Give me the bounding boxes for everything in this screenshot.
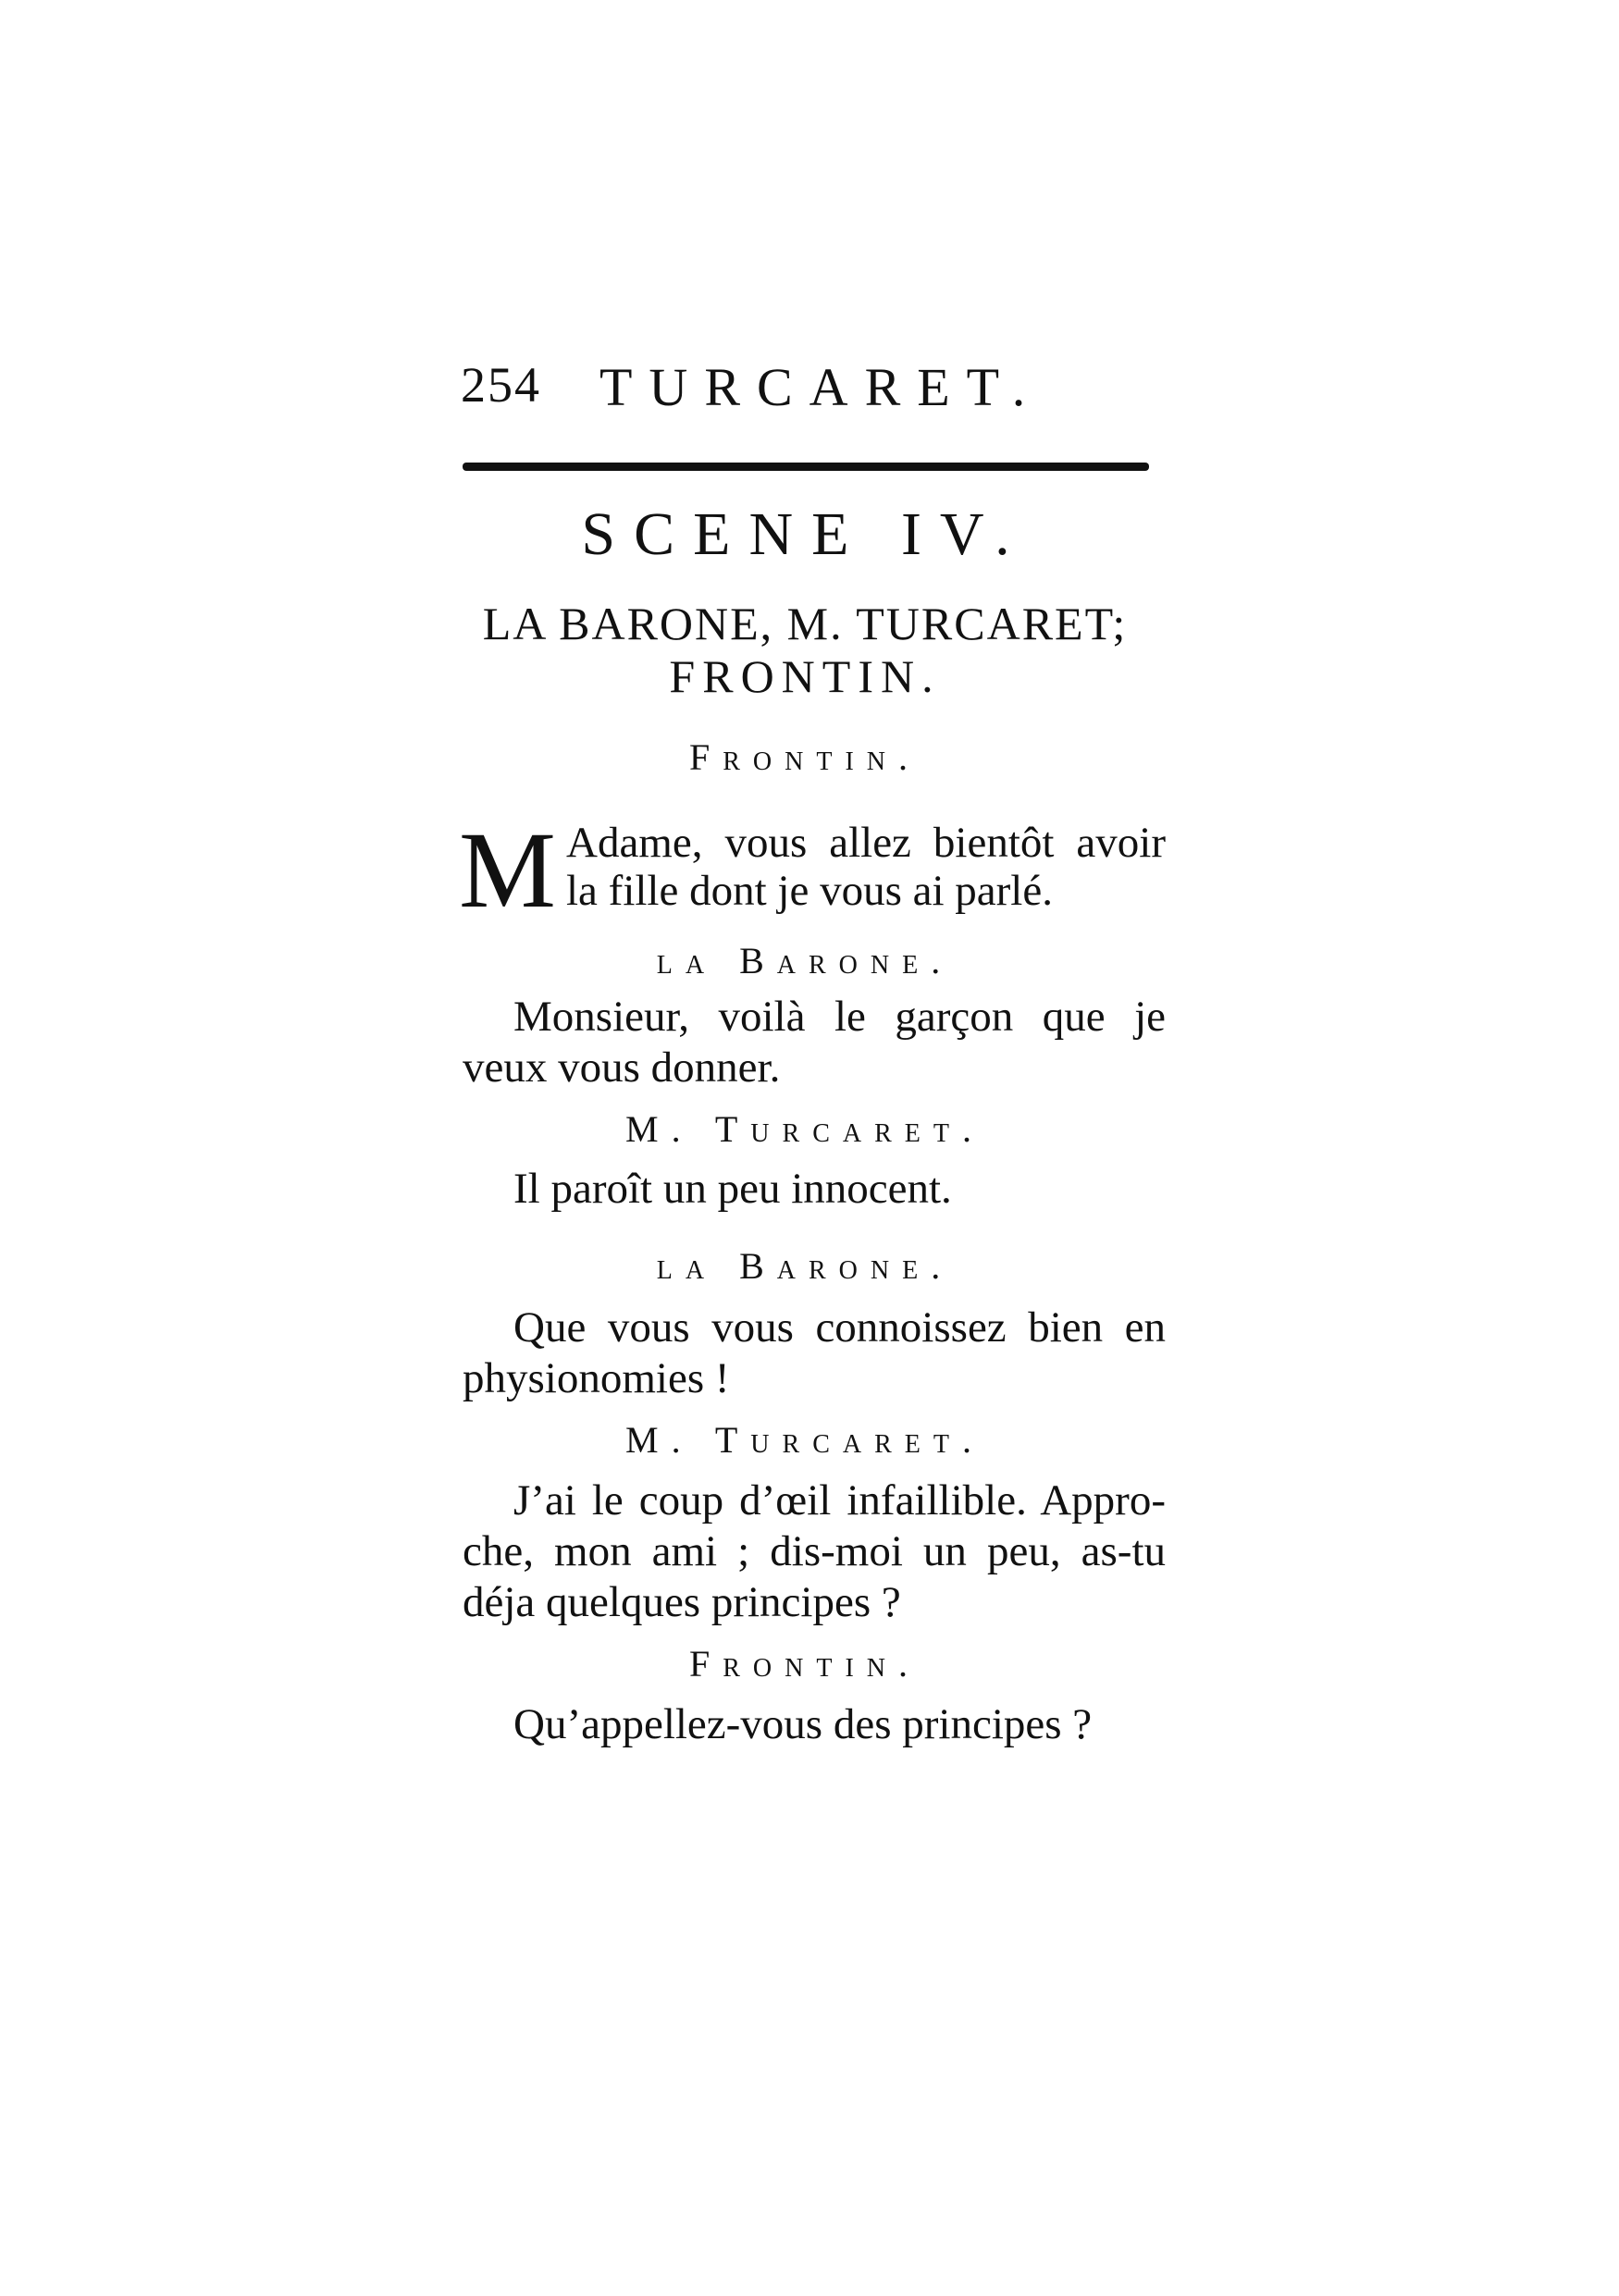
dialogue-line: Monsieur, voilà le garçon que je	[513, 993, 1166, 1041]
page-number: 254	[461, 357, 541, 413]
speaker-frontin: Frontin.	[688, 1643, 921, 1685]
speaker-la-barone: la Barone.	[656, 1245, 954, 1287]
scene-title: SCENE IV.	[581, 500, 1029, 568]
speaker-la-barone: la Barone.	[656, 940, 954, 981]
dialogue-line: veux vous donner.	[463, 1043, 781, 1092]
speaker-m-turcaret: M. Turcaret.	[625, 1108, 984, 1150]
dialogue-line: déja quelques principes ?	[463, 1578, 901, 1626]
running-head	[461, 356, 1053, 430]
running-title: TURCARET.	[599, 357, 1043, 417]
header-rule	[463, 463, 1149, 471]
dialogue-line: Qu’appellez-vous des principes ?	[513, 1700, 1093, 1748]
dialogue-line: che, mon ami ; dis-moi un peu, as-tu	[463, 1527, 1166, 1575]
dialogue-line: la fille dont je vous ai parlé.	[566, 867, 1053, 915]
speaker-frontin: Frontin.	[688, 736, 921, 778]
dialogue-line: J’ai le coup d’œil infaillible. Appro-	[513, 1476, 1166, 1524]
dialogue-line: Que vous vous connoissez bien en	[513, 1303, 1166, 1352]
dialogue-line: Il paroît un peu innocent.	[513, 1165, 952, 1213]
cast-list-line-1: LA BARONE, M. TURCARET;	[482, 598, 1128, 649]
dialogue-line: physionomies !	[463, 1354, 730, 1402]
speaker-m-turcaret: M. Turcaret.	[625, 1419, 984, 1461]
dialogue-line: Adame, vous allez bientôt avoir	[566, 819, 1166, 867]
cast-list-line-2: FRONTIN.	[669, 650, 941, 702]
drop-cap: M	[459, 809, 556, 931]
